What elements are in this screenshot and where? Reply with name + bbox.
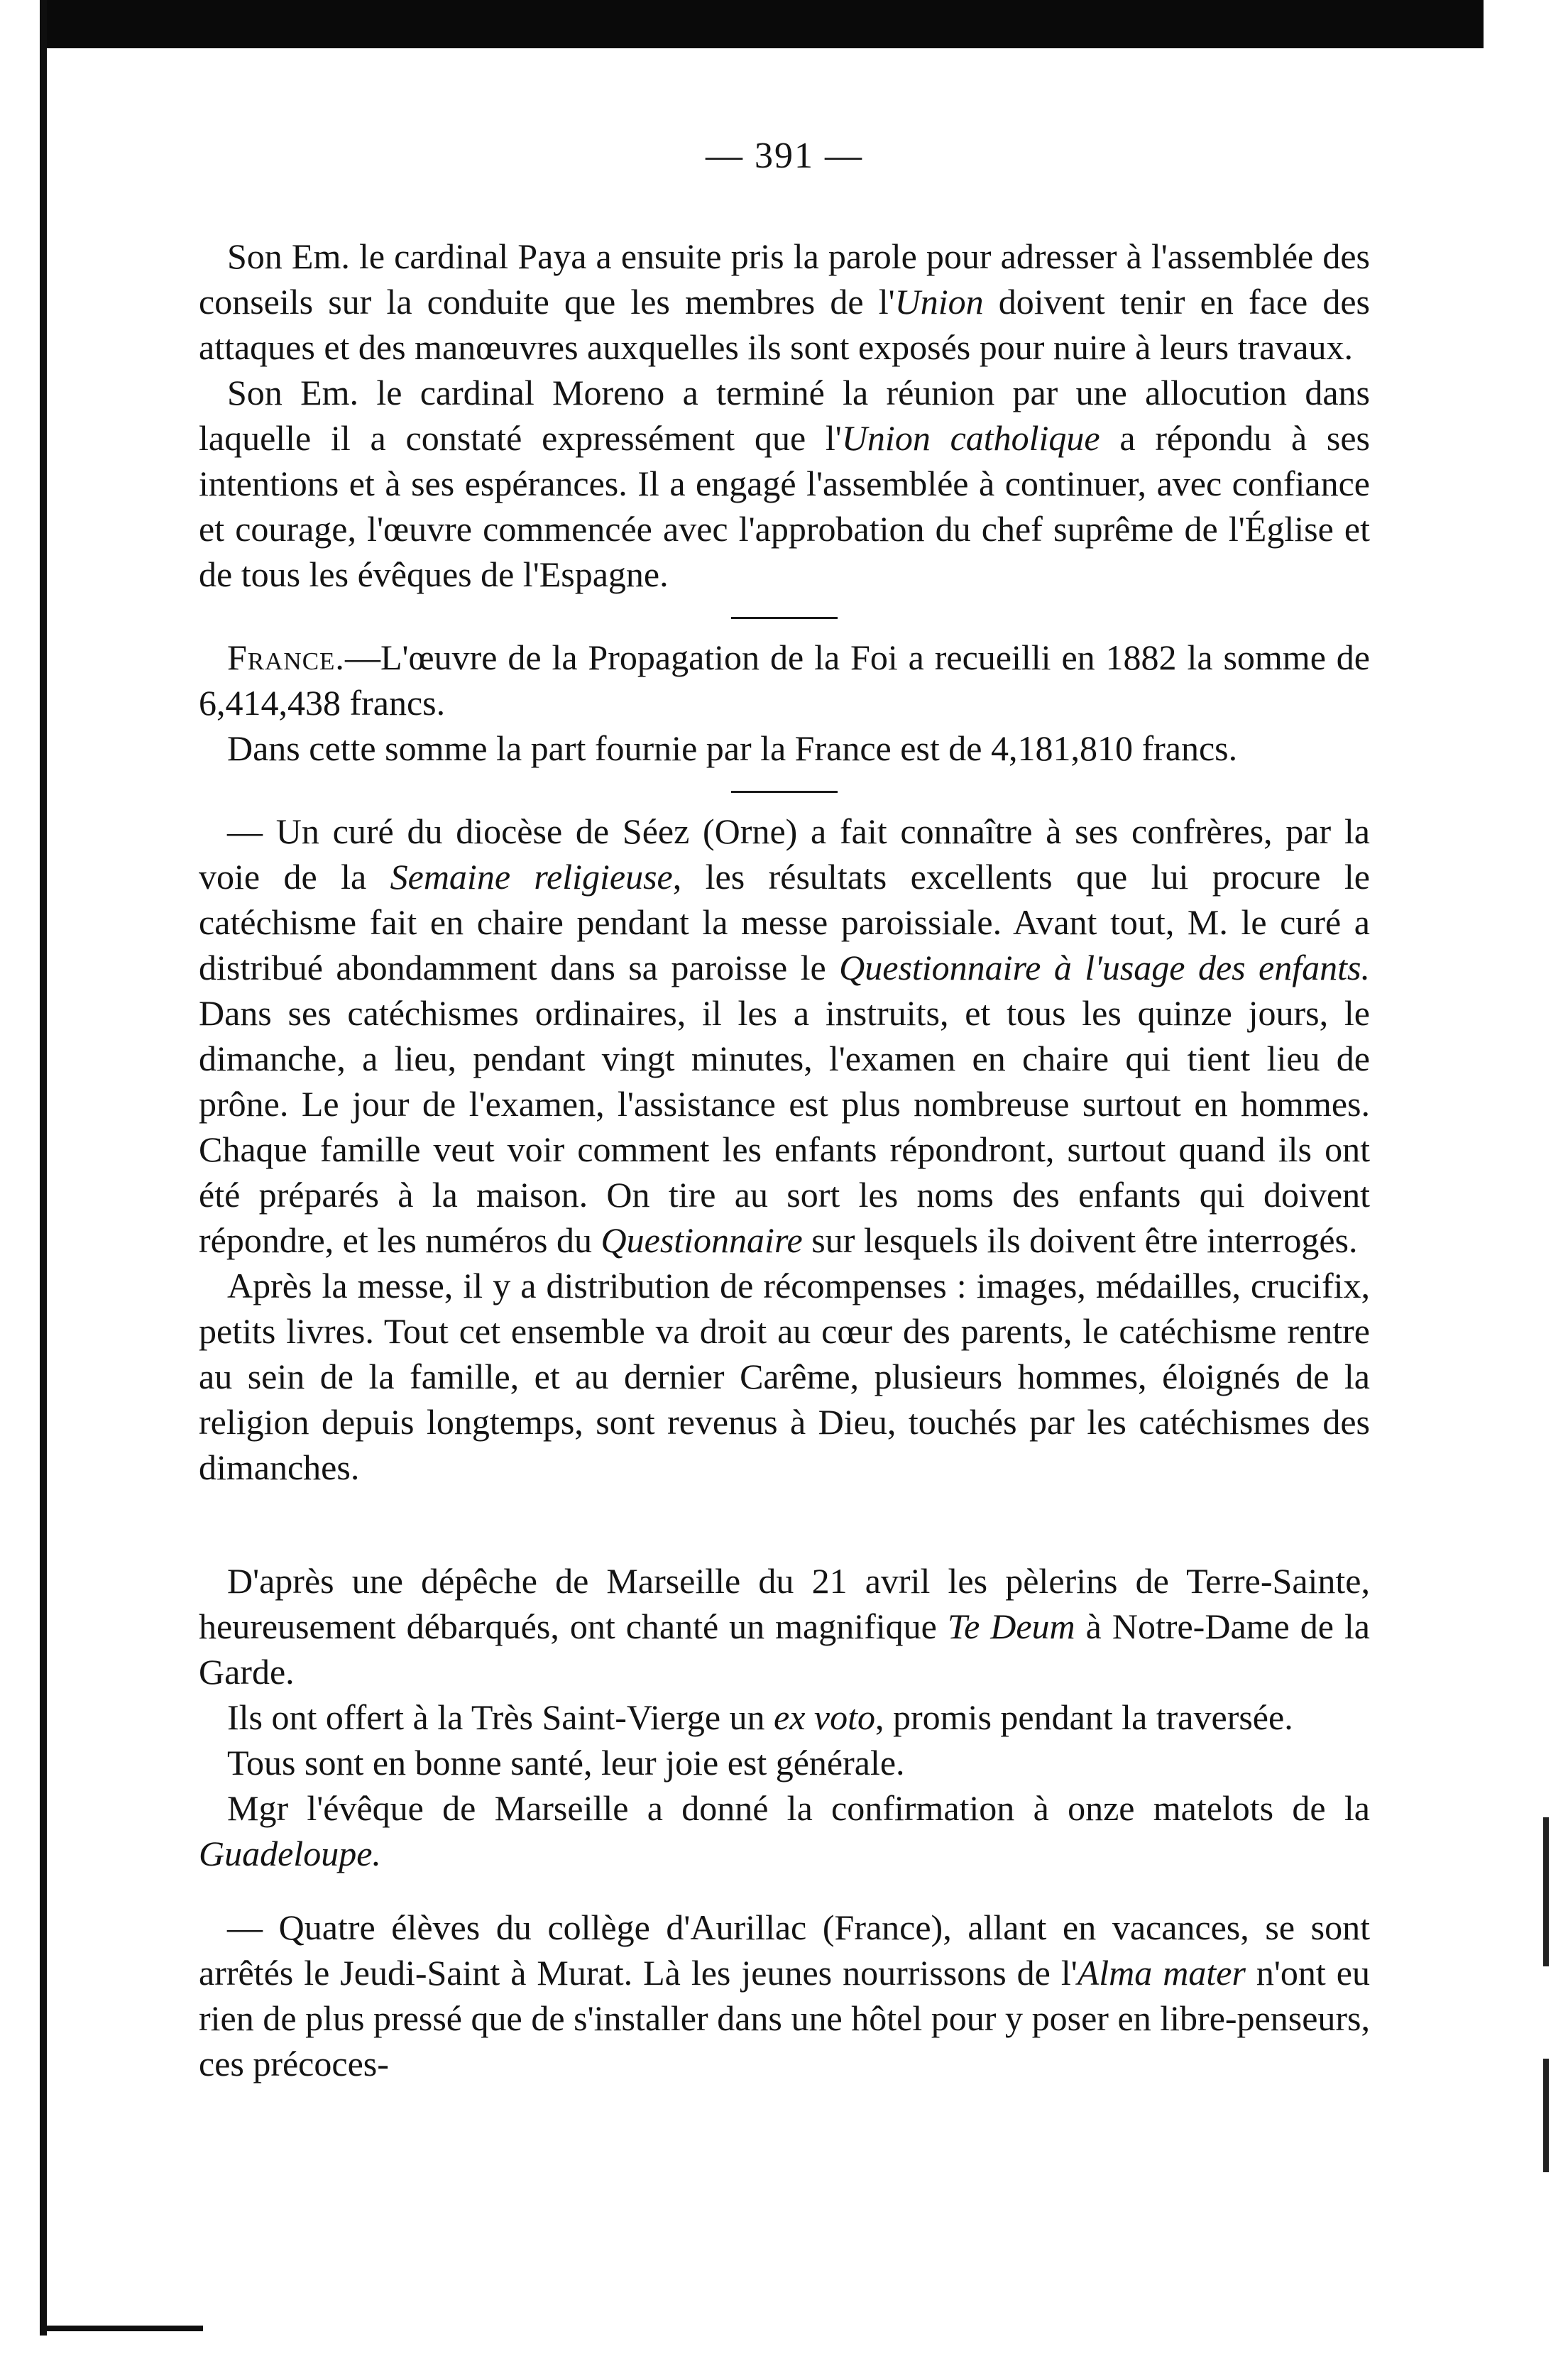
text-run: a répondu à ses intentions et à ses espérances. Il a engagé l'assemblée à continuer, avec confiance et courage, l'œuvre commencée avec l'approbation du chef suprême de l'Église et de tous les évêques de l'Espagne.: [199, 418, 1371, 594]
page-number: — 391 —: [706, 136, 863, 176]
text-run: à Notre-Dame de la Garde.: [199, 1606, 1370, 1692]
text-run: Ils ont offert à la Très Saint-Vierge un: [227, 1697, 774, 1737]
section-heading: France.: [227, 637, 345, 677]
scan-right-mark: [1543, 2059, 1549, 2172]
section-france: [199, 635, 1370, 771]
paragraph: [199, 1558, 1370, 1694]
text-run: , promis pendant la traversée.: [875, 1697, 1293, 1737]
paragraph: [199, 1905, 1370, 2086]
text-run: sur lesquels ils doivent être interrogés.: [802, 1220, 1358, 1260]
scan-top-border: [43, 0, 1484, 48]
italic-term: Semaine religieuse: [390, 857, 673, 897]
text-run: — Un curé du diocèse de Séez (Orne) a fait connaître à ses confrères, par la voie de la: [199, 811, 1370, 897]
paragraph: Dans cette somme la part fournie par la France est de 4,181,810 francs.: [227, 728, 1238, 768]
paragraph: [199, 1694, 1370, 1740]
section-gap: [199, 1490, 1370, 1558]
italic-term: Union catholique: [841, 418, 1100, 458]
section-marseille: [199, 1558, 1370, 1876]
paragraph: [199, 809, 1370, 1263]
italic-term: Questionnaire à l'usage des enfants.: [839, 948, 1370, 987]
italic-term: Union: [894, 282, 984, 322]
text-run: —L'œuvre de la Propagation de la Foi a recueilli en 1882 la somme de 6,414,438 francs.: [199, 637, 1370, 723]
paragraph: [199, 370, 1370, 597]
italic-term: Alma mater: [1077, 1953, 1246, 1993]
paragraph: [199, 635, 1370, 725]
printed-page: [199, 135, 1370, 2086]
scan-right-mark: [1543, 1817, 1549, 1966]
section-seez: [199, 809, 1370, 1490]
section-aurillac: [199, 1905, 1370, 2086]
italic-term: Te Deum: [947, 1606, 1075, 1646]
section-gap: [199, 1876, 1370, 1905]
text-run: Son Em. le cardinal Moreno a terminé la réunion par une allocution dans laquelle il a constaté expressément que l': [199, 373, 1370, 458]
text-run: D'après une dépêche de Marseille du 21 avril les pèlerins de Terre-Sainte, heureusement débarqués, ont chanté un magnifique: [199, 1561, 1370, 1646]
text-run: Dans ses catéchismes ordinaires, il les a instruits, et tous les quinze jours, le dimanche, a lieu, pendant vingt minutes, l'examen en chaire qui tient lieu de prône. Le jour de l'examen, l'assistance est plus nombreuse surtout en hommes. Chaque famille veut voir comment les enfants répondront, surtout quand ils ont été préparés à la maison. On tire au sort les noms des enfants qui doivent répondre, et les numéros du: [199, 993, 1370, 1260]
text-run: Mgr l'évêque de Marseille a donné la confirmation à onze matelots de la: [227, 1788, 1370, 1828]
section-divider: [731, 617, 838, 619]
text-run: , les résultats excellents que lui procure le catéchisme fait en chaire pendant la messe paroissiale. Avant tout, M. le curé a distribué abondamment dans sa paroisse le: [199, 857, 1370, 987]
text-run: Son Em. le cardinal Paya a ensuite pris la parole pour adresser à l'assemblée des conseils sur la conduite que les membres de l': [199, 236, 1370, 322]
italic-term: Questionnaire: [601, 1220, 803, 1260]
text-run: — Quatre élèves du collège d'Aurillac (France), allant en vacances, se sont arrêtés le Jeudi-Saint à Murat. Là les jeunes nourrissons de l': [199, 1907, 1370, 1993]
text-run: n'ont eu rien de plus pressé que de s'installer dans une hôtel pour y poser en libre-penseurs, ces précoces-: [199, 1953, 1370, 2083]
scan-left-border: [40, 0, 47, 2336]
section-spain: [199, 234, 1370, 597]
text-run: doivent tenir en face des attaques et des manœuvres auxquelles ils sont exposés pour nuire à leurs travaux.: [199, 282, 1370, 367]
italic-term: ex voto: [774, 1697, 876, 1737]
italic-term: Guadeloupe.: [199, 1834, 381, 1873]
section-divider: [731, 791, 838, 793]
paragraph: [199, 234, 1370, 370]
paragraph: [199, 1785, 1370, 1876]
scan-bottom-border: [40, 2326, 203, 2331]
paragraph: Après la messe, il y a distribution de récompenses : images, médailles, crucifix, petits livres. Tout cet ensemble va droit au cœur des parents, le catéchisme rentre au sein de la famille, et au dernier Carême, plusieurs hommes, éloignés de la religion depuis longtemps, sont revenus à Dieu, touchés par les catéchismes des dimanches.: [199, 1266, 1370, 1487]
paragraph: Tous sont en bonne santé, leur joie est générale.: [227, 1743, 905, 1783]
